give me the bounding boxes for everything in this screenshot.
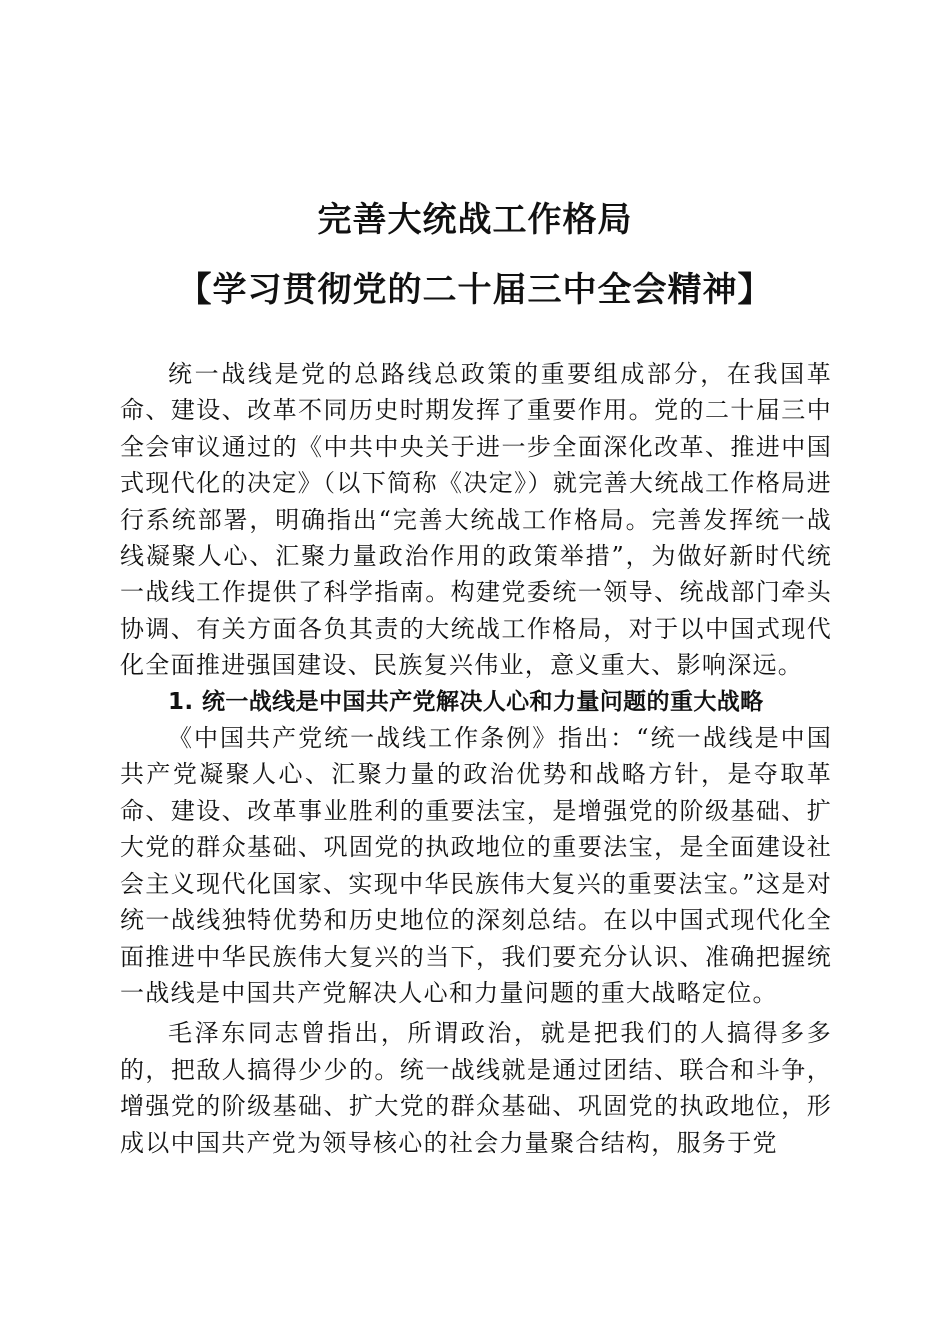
document-subtitle: 【学习贯彻党的二十届三中全会精神】 bbox=[177, 270, 773, 310]
section-1-paragraph-2: 毛泽东同志曾指出，所谓政治，就是把我们的人搞得多多的，把敌人搞得少少的。统一战线就是通过团结、联合和斗争，增强党的阶级基础、扩大党的群众基础、巩固党的执政地位，形成以中国共产党为领导核心的社会力量聚合结构，服务于党 bbox=[120, 1019, 832, 1157]
document-body bbox=[120, 356, 832, 1161]
document-title: 完善大统战工作格局 bbox=[317, 200, 633, 240]
section-1-paragraph-1: 《中国共产党统一战线工作条例》指出：“统一战线是中国共产党凝聚人心、汇聚力量的政治优势和战略方针，是夺取革命、建设、改革事业胜利的重要法宝，是增强党的阶级基础、扩大党的群众基础、巩固党的执政地位的重要法宝，是全面建设社会主义现代化国家、实现中华民族伟大复兴的重要法宝。”这是对统一战线独特优势和历史地位的深刻总结。在以中国式现代化全面推进中华民族伟大复兴的当下，我们要充分认识、准确把握统一战线是中国共产党解决人心和力量问题的重大战略定位。 bbox=[120, 724, 832, 1007]
intro-paragraph: 统一战线是党的总路线总政策的重要组成部分，在我国革命、建设、改革不同历史时期发挥了重要作用。党的二十届三中全会审议通过的《中共中央关于进一步全面深化改革、推进中国式现代化的决定》（以下简称《决定》）就完善大统战工作格局进行系统部署，明确指出“完善大统战工作格局。完善发挥统一战线凝聚人心、汇聚力量政治作用的政策举措”，为做好新时代统一战线工作提供了科学指南。构建党委统一领导、统战部门牵头协调、有关方面各负其责的大统战工作格局，对于以中国式现代化全面推进强国建设、民族复兴伟业，意义重大、影响深远。 bbox=[120, 360, 832, 680]
section-heading-1: 1. 统一战线是中国共产党解决人心和力量问题的重大战略 bbox=[168, 688, 764, 715]
